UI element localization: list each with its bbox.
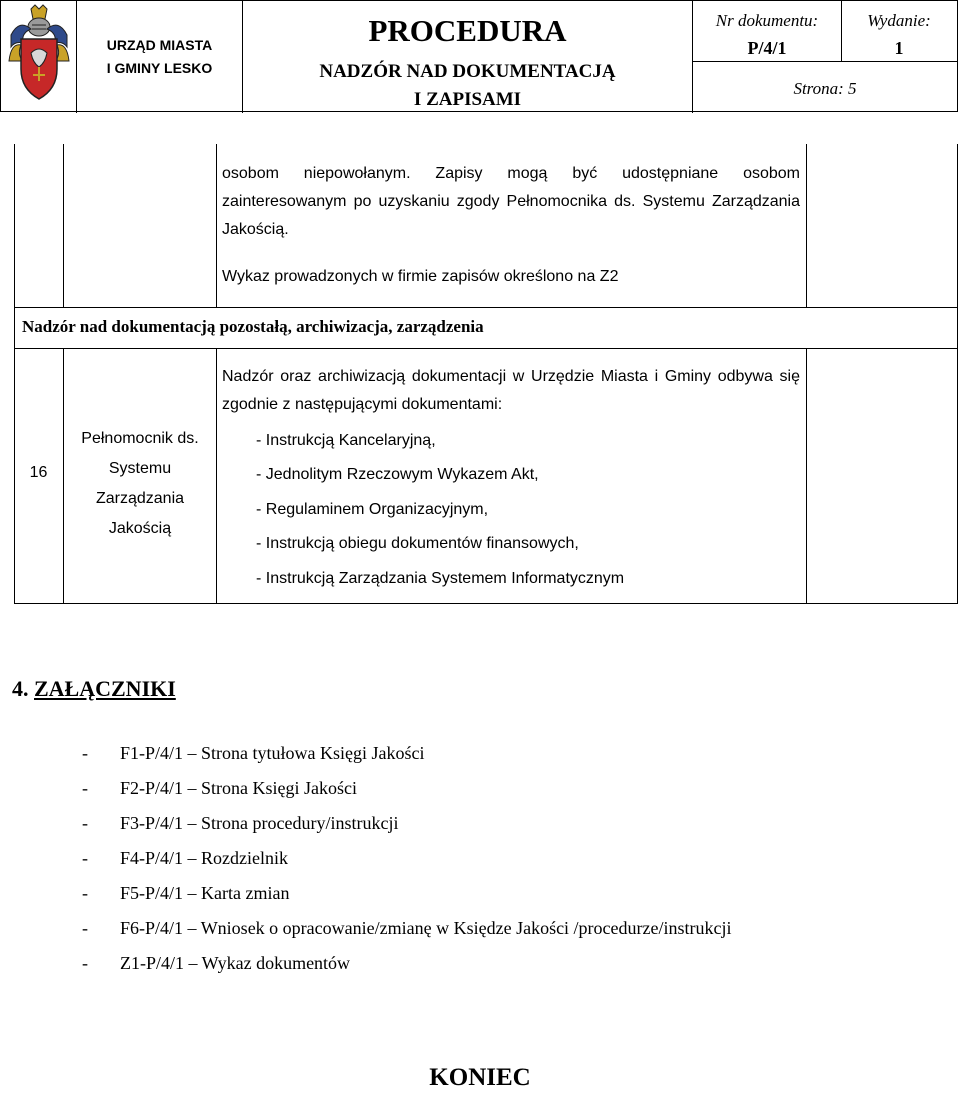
row-intro: Nadzór oraz archiwizacją dokumentacji w Urzędzie Miasta i Gminy odbywa się zgodnie z następującymi dokumentami: xyxy=(222,368,800,413)
document-number-value: P/4/1 xyxy=(747,38,787,58)
edition-cell xyxy=(841,1,957,61)
procedure-subtitle-line1: NADZÓR NAD DOKUMENTACJĄ xyxy=(319,61,616,82)
attachment-label: F4-P/4/1 – Rozdzielnik xyxy=(120,848,288,868)
attachment-label: F1-P/4/1 – Strona tytułowa Księgi Jakości xyxy=(120,743,425,763)
attachment-item xyxy=(82,841,288,876)
procedure-table xyxy=(14,144,958,604)
attachment-item xyxy=(82,876,289,911)
attachment-label: Z1-P/4/1 – Wykaz dokumentów xyxy=(120,953,351,973)
responsible-line: Pełnomocnik ds. xyxy=(81,430,199,447)
attachment-label: F6-P/4/1 – Wniosek o opracowanie/zmianę w Księdze Jakości /procedurze/instrukcji xyxy=(120,918,732,938)
document-meta xyxy=(693,1,957,113)
document-header xyxy=(0,0,958,112)
attachment-label: F2-P/4/1 – Strona Księgi Jakości xyxy=(120,778,357,798)
continued-text: osobom niepowołanym. Zapisy mogą być udostępniane osobom zainteresowanym po uzyskaniu zgody Pełnomocnika ds. Systemu Zarządzania Jakością. xyxy=(222,165,800,238)
list-dash: - xyxy=(82,883,88,903)
attachment-label: F3-P/4/1 – Strona procedury/instrukcji xyxy=(120,813,399,833)
list-dash: - xyxy=(82,778,88,798)
section-header: Nadzór nad dokumentacją pozostałą, archiwizacja, zarządzenia xyxy=(22,317,484,336)
attachments-heading xyxy=(12,676,176,702)
attachments-number: 4. xyxy=(12,676,29,701)
list-dash: - xyxy=(82,813,88,833)
office-name-line1: URZĄD MIASTA xyxy=(106,37,213,53)
records-note: Wykaz prowadzonych w firmie zapisów określono na Z2 xyxy=(222,268,619,285)
responsible-line: Jakością xyxy=(108,520,172,537)
attachment-item xyxy=(82,911,732,946)
attachment-label: F5-P/4/1 – Karta zmian xyxy=(120,883,290,903)
responsible-person xyxy=(64,424,216,544)
edition-label: Wydanie: xyxy=(867,11,931,30)
document-list-item: - Instrukcją Zarządzania Systemem Informatycznym xyxy=(256,570,625,587)
document-list-item: - Instrukcją Kancelaryjną, xyxy=(256,432,436,449)
list-dash: - xyxy=(82,918,88,938)
document-number-cell xyxy=(693,1,842,61)
document-list-item: - Instrukcją obiegu dokumentów finansowych, xyxy=(256,535,579,552)
procedure-title-block xyxy=(243,1,693,113)
office-name-line2: I GMINY LESKO xyxy=(106,60,213,76)
end-marker: KONIEC xyxy=(429,1064,531,1091)
attachment-item xyxy=(82,736,425,771)
document-number-label: Nr dokumentu: xyxy=(715,11,819,30)
list-dash: - xyxy=(82,848,88,868)
responsible-line: Systemu xyxy=(108,460,172,477)
logo-cell xyxy=(1,1,77,113)
responsible-line: Zarządzania xyxy=(95,490,185,507)
list-dash: - xyxy=(82,953,88,973)
page-number: Strona: 5 xyxy=(793,79,857,98)
procedure-subtitle-line2: I ZAPISAMI xyxy=(413,89,522,110)
attachment-item xyxy=(82,946,350,981)
row-number: 16 xyxy=(29,464,48,481)
attachments-title: ZAŁĄCZNIKI xyxy=(34,676,176,701)
document-list-item: - Regulaminem Organizacyjnym, xyxy=(256,501,489,518)
edition-value: 1 xyxy=(894,38,904,58)
office-name xyxy=(77,1,243,113)
attachment-item xyxy=(82,771,357,806)
attachment-item xyxy=(82,806,398,841)
document-list-item: - Jednolitym Rzeczowym Wykazem Akt, xyxy=(256,466,539,483)
coat-of-arms-icon xyxy=(1,1,77,113)
procedure-title: PROCEDURA xyxy=(368,13,567,48)
list-dash: - xyxy=(82,743,88,763)
